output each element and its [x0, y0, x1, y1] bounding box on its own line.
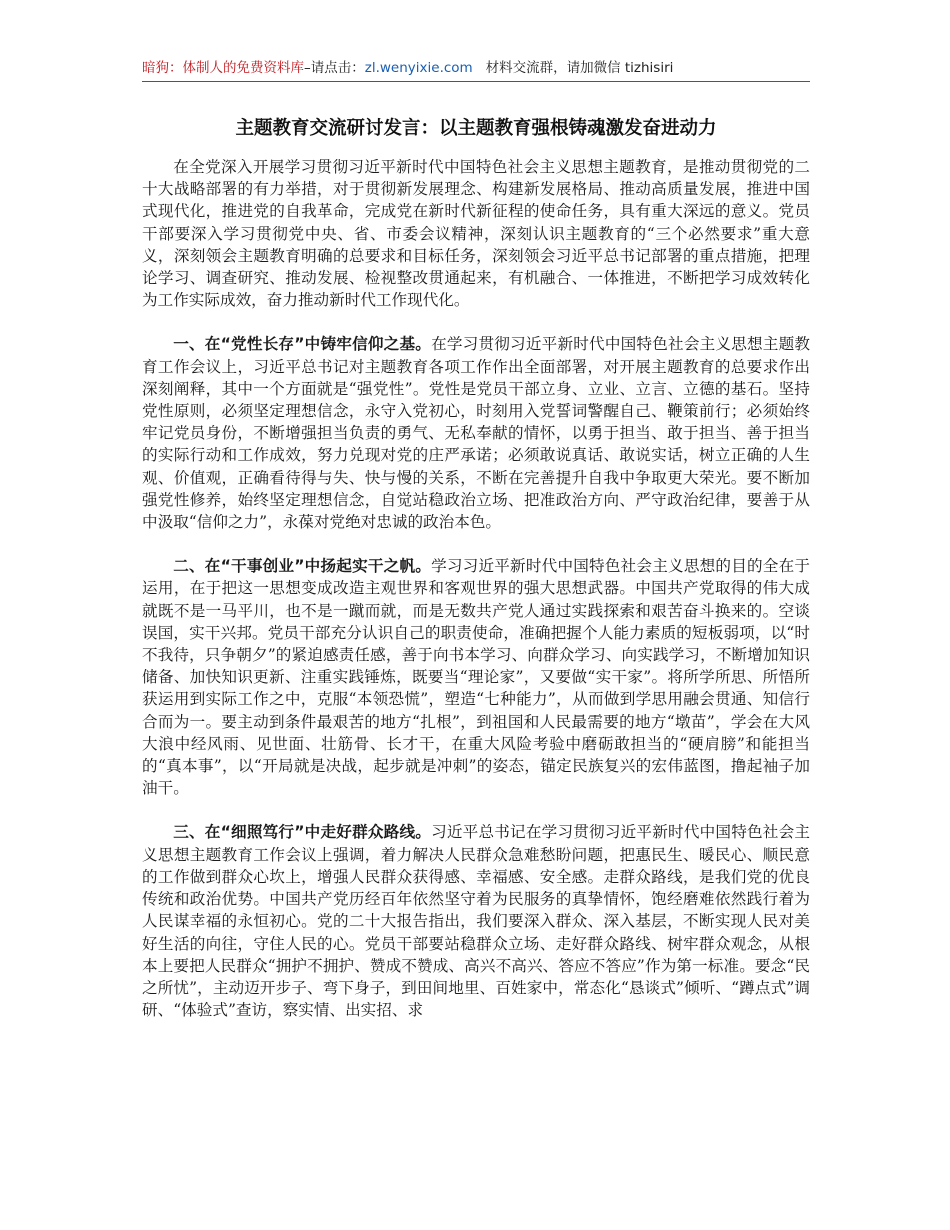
- header-divider: [142, 81, 810, 82]
- section-heading: 三、在“细照笃行”中走好群众路线。: [173, 823, 432, 842]
- section-text: 习近平总书记在学习贯彻习近平新时代中国特色社会主义思想主题教育工作会议上强调，着力解决人民群众急难愁盼问题，把惠民生、暖民心、顺民意的工作做到群众心坎上，增强人民群众获得感、幸福感、安全感。走群众路线，是我们党的优良传统和政治优势。中国共产党历经百年依然坚守着为民服务的真挚情怀，饱经磨难依然践行着为人民谋幸福的永恒初心。党的二十大报告指出，我们要深入群众、深入基层，不断实现人民对美好生活的向往，守住人民的心。党员干部要站稳群众立场、走好群众路线、树牢群众观念，从根本上要把人民群众“拥护不拥护、赞成不赞成、高兴不高兴、答应不答应”作为第一标准。要念“民之所忧”，主动迈开步子、弯下身子，到田间地里、百姓家中，常态化“恳谈式”倾听、“蹲点式”调研、“体验式”查访，察实情、出实招、求: [142, 823, 810, 1020]
- click-prompt: –请点击：: [304, 60, 365, 76]
- document-body: [142, 156, 810, 1021]
- header-link[interactable]: zl.wenyixie.com: [364, 60, 473, 76]
- intro-paragraph: 在全党深入开展学习贯彻习近平新时代中国特色社会主义思想主题教育，是推动贯彻党的二十大战略部署的有力举措，对于贯彻新发展理念、构建新发展格局、推动高质量发展，推进中国式现代化，推进党的自我革命，完成党在新时代新征程的使命任务，具有重大深远的意义。党员干部要深入学习贯彻党中央、省、市委会议精神，深刻认识主题教育的“三个必然要求”重大意义，深刻领会主题教育明确的总要求和目标任务，深刻领会习近平总书记部署的重点措施，把理论学习、调查研究、推动发展、检视整改贯通起来，有机融合、一体推进，不断把学习成效转化为工作实际成效，奋力推动新时代工作现代化。: [142, 158, 810, 310]
- section-paragraph: [142, 555, 810, 799]
- contact-text: 材料交流群，请加微信 tizhisiri: [485, 60, 674, 76]
- section-text: 学习习近平新时代中国特色社会主义思想的目的全在于运用，在于把这一思想变成改造主观世界和客观世界的强大思想武器。中国共产党取得的伟大成就既不是一马平川，也不是一蹴而就，而是无数共产党人通过实践探索和艰苦奋斗换来的。空谈误国，实干兴邦。党员干部充分认识自己的职责使命，准确把握个人能力素质的短板弱项，以“时不我待，只争朝夕”的紧迫感责任感，善于向书本学习、向群众学习、向实践学习，不断增加知识储备、加快知识更新、注重实践锤炼，既要当“理论家”，又要做“实干家”。将所学所思、所悟所获运用到实际工作之中，克服“本领恐慌”，塑造“七种能力”，从而做到学思用融会贯通、知信行合而为一。要主动到条件最艰苦的地方“扎根”，到祖国和人民最需要的地方“墩苗”，学会在大风大浪中经风雨、见世面、壮筋骨、长才干，在重大风险考验中磨砺敢担当的“硬肩膀”和能担当的“真本事”，以“开局就是决战，起步就是冲刺”的姿态，锚定民族复兴的宏伟蓝图，撸起袖子加油干。: [142, 557, 810, 798]
- document-title: 主题教育交流研讨发言：以主题教育强根铸魂激发奋进动力: [235, 118, 717, 139]
- brand-text: 暗狗：体制人的免费资料库: [142, 60, 304, 76]
- section-text: 在学习贯彻习近平新时代中国特色社会主义思想主题教育工作会议上，习近平总书记对主题教育各项工作作出全面部署，对开展主题教育的总要求作出深刻阐释，其中一个方面就是“强党性”。党性是党员干部立身、立业、立言、立德的基石。坚持党性原则，必须坚定理想信念，永守入党初心，时刻用入党誓词警醒自己、鞭策前行；必须始终牢记党员身份，不断增强担当负责的勇气、无私奉献的情怀，以勇于担当、敢于担当、善于担当的实际行动和工作成效，努力兑现对党的庄严承诺；必须敢说真话、敢说实话，树立正确的人生观、价值观，正确看待得与失、快与慢的关系，不断在完善提升自我中争取更大荣光。要不断加强党性修养，始终坚定理想信念，自觉站稳政治立场、把准政治方向、严守政治纪律，要善于从中汲取“信仰之力”，永葆对党绝对忠诚的政治本色。: [142, 335, 810, 532]
- section-paragraph: [142, 333, 810, 533]
- section-heading: 一、在“党性长存”中铸牢信仰之基。: [173, 335, 432, 354]
- section-paragraph: [142, 821, 810, 1021]
- section-heading: 二、在“干事创业”中扬起实干之帆。: [173, 557, 432, 576]
